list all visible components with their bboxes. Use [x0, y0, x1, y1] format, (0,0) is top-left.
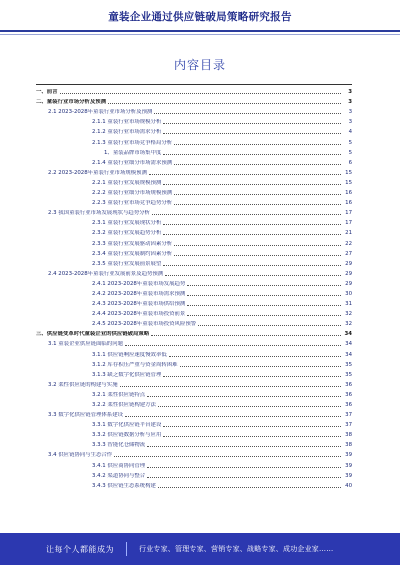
toc-leader-dots: [174, 255, 341, 256]
toc-entry[interactable]: [36, 125, 352, 135]
toc-entry-page: 17: [345, 210, 352, 217]
toc-entry-label: 一、前言: [36, 89, 58, 96]
toc-leader-dots: [198, 325, 341, 326]
toc-entry[interactable]: [36, 428, 352, 438]
toc-entry-page: 35: [345, 371, 352, 378]
toc-entry[interactable]: [36, 347, 352, 357]
toc-leader-dots: [174, 144, 341, 145]
toc-leader-dots: [151, 335, 341, 336]
toc-entry-label: 3.1.2 库存积压严重与资金周转困难: [92, 361, 178, 368]
footer-slogan: 让每个人都能成为: [46, 544, 114, 554]
toc-entry[interactable]: [36, 156, 352, 166]
toc-leader-dots: [163, 154, 341, 155]
toc-leader-dots: [154, 113, 341, 114]
toc-entry-label: 2.3.4 童装行业发展制约因素分析: [92, 250, 173, 257]
toc-leader-dots: [174, 164, 341, 165]
toc-leader-dots: [147, 446, 341, 447]
toc-entry-label: 2.1 2023-2028年童装行业市场分析及预测: [48, 109, 153, 116]
toc-entry[interactable]: [36, 216, 352, 226]
toc-leader-dots: [187, 285, 341, 286]
toc-entry[interactable]: [36, 146, 352, 156]
toc-entry-label: 三、供应链变革时代童装企业的供应链破局策略: [36, 331, 150, 338]
toc-leader-dots: [125, 345, 341, 346]
document-title: 童装企业通过供应链破局策略研究报告: [108, 10, 292, 23]
toc-entry[interactable]: [36, 448, 352, 458]
toc-leader-dots: [174, 194, 341, 195]
toc-entry-page: 36: [345, 381, 352, 388]
toc-entry-label: 3.3 数字化供应链管理体系建设: [48, 412, 123, 419]
toc-entry[interactable]: [36, 368, 352, 378]
toc-entry-label: 3.1.3 缺乏数字化供应链管理: [92, 371, 162, 378]
toc-entry-label: 3.4.1 供应商协同管理: [92, 462, 146, 469]
toc-entry-page: 3: [348, 109, 352, 116]
toc-entry-label: 3.1 童装企业供应链面临的问题: [48, 341, 123, 348]
header-divider-thin: [0, 34, 400, 35]
toc-entry-page: 37: [345, 412, 352, 419]
toc-entry[interactable]: [36, 458, 352, 468]
toc-entry-page: 17: [345, 220, 352, 227]
toc-entry-label: 3.4.3 供应链生态系统构建: [92, 482, 156, 489]
toc-heading: 内容目录: [173, 58, 226, 72]
toc-leader-dots: [174, 204, 341, 205]
toc-entry-label: 2.4.4 2023-2028年童装市场投资前景: [92, 311, 186, 318]
toc-entry-page: 39: [345, 472, 352, 479]
toc-entry[interactable]: [36, 398, 352, 408]
toc-entry[interactable]: [36, 378, 352, 388]
table-of-contents: [36, 84, 352, 489]
toc-entry-page: 32: [345, 311, 352, 318]
toc-entry-page: 38: [345, 432, 352, 439]
toc-entry-label: 3.4.2 渠道协同与整合: [92, 472, 146, 479]
toc-entry[interactable]: [36, 95, 352, 105]
toc-entry-label: 2.1.2 童装行业市场需求分析: [92, 129, 162, 136]
toc-leader-dots: [187, 295, 341, 296]
toc-leader-dots: [169, 356, 341, 357]
toc-entry[interactable]: [36, 297, 352, 307]
toc-entry-label: 2.2 2023-2028年童装行业市场规模预测: [48, 169, 147, 176]
footer-bar: [0, 533, 400, 565]
toc-leader-dots: [114, 456, 341, 457]
toc-entry-label: 3.2.1 柔性供应链特点: [92, 391, 146, 398]
toc-entry-label: 3.3.2 供应链数据分析与应用: [92, 432, 162, 439]
toc-entry[interactable]: [36, 196, 352, 206]
toc-entry-page: 22: [345, 240, 352, 247]
header-divider: [0, 30, 400, 32]
toc-leader-dots: [187, 315, 341, 316]
toc-entry[interactable]: [36, 438, 352, 448]
toc-entry[interactable]: [36, 337, 352, 347]
toc-entry-page: 34: [345, 341, 352, 348]
toc-leader-dots: [180, 366, 341, 367]
toc-entry-label: 3.2.2 柔性供应链构建方法: [92, 402, 156, 408]
toc-leader-dots: [158, 487, 341, 488]
toc-entry[interactable]: [36, 388, 352, 398]
toc-entry[interactable]: [36, 358, 352, 368]
toc-entry-label: 2.3.3 童装行业发展驱动因素分析: [92, 240, 173, 247]
toc-entry-label: 2.1.3 童装行业市场竞争格局分析: [92, 139, 173, 146]
toc-entry-page: 3: [348, 119, 352, 126]
toc-entry[interactable]: [36, 226, 352, 236]
toc-leader-dots: [158, 406, 341, 407]
toc-entry[interactable]: [36, 115, 352, 125]
toc-entry[interactable]: [36, 84, 352, 95]
toc-entry-page: 29: [345, 280, 352, 287]
toc-entry[interactable]: [36, 327, 352, 337]
toc-entry[interactable]: [36, 176, 352, 186]
toc-entry-label: 3.1.1 供应链响应速度慢效率低: [92, 351, 167, 358]
toc-entry-page: 35: [345, 361, 352, 368]
toc-entry-page: 16: [345, 190, 352, 197]
toc-entry-page: 5: [348, 149, 352, 156]
toc-entry[interactable]: [36, 257, 352, 267]
toc-entry-page: 6: [348, 159, 352, 166]
toc-leader-dots: [174, 245, 341, 246]
toc-leader-dots: [147, 477, 341, 478]
toc-leader-dots: [60, 93, 341, 94]
toc-leader-dots: [108, 103, 341, 104]
toc-entry-page: 40: [345, 482, 352, 489]
toc-entry-label: 1、童装品牌市场集中度: [104, 149, 162, 156]
toc-leader-dots: [152, 214, 341, 215]
toc-entry[interactable]: [36, 186, 352, 196]
toc-leader-dots: [163, 234, 341, 235]
toc-leader-dots: [187, 305, 341, 306]
toc-entry[interactable]: [36, 135, 352, 145]
toc-leader-dots: [120, 386, 341, 387]
toc-entry-page: 32: [345, 321, 352, 328]
toc-entry-page: 31: [345, 301, 352, 308]
toc-entry-label: 2.3.5 童装行业发展前景展望: [92, 260, 162, 267]
document-header: [0, 0, 400, 32]
toc-entry-page: 36: [345, 402, 352, 408]
toc-leader-dots: [163, 265, 341, 266]
footer-separator: [126, 542, 127, 556]
toc-leader-dots: [163, 133, 341, 134]
toc-entry-page: 15: [345, 179, 352, 186]
toc-entry[interactable]: [36, 267, 352, 277]
toc-entry-page: 37: [345, 422, 352, 429]
toc-leader-dots: [163, 376, 341, 377]
toc-entry-label: 2.4.5 2023-2028年童装市场投资风险预警: [92, 321, 197, 328]
toc-entry[interactable]: [36, 317, 352, 327]
toc-entry-label: 2.4 2023-2028年童装行业发展前景及趋势预测: [48, 270, 164, 277]
toc-entry-label: 2.1.1 童装行业市场规模分析: [92, 119, 162, 126]
toc-entry-label: 2.4.1 2023-2028年童装市场发展趋势: [92, 280, 186, 287]
toc-leader-dots: [147, 396, 341, 397]
toc-entry-page: 3: [348, 99, 352, 106]
toc-entry-label: 二、童装行业市场分析及预测: [36, 99, 107, 106]
toc-entry[interactable]: [36, 479, 352, 489]
toc-entry[interactable]: [36, 287, 352, 297]
toc-leader-dots: [165, 275, 341, 276]
toc-leader-dots: [163, 224, 341, 225]
toc-entry[interactable]: [36, 105, 352, 115]
toc-entry-label: 2.2.1 童装行业发展规模预测: [92, 179, 162, 186]
toc-entry-label: 3.3.1 数字化供应链平台建设: [92, 422, 162, 429]
toc-entry[interactable]: [36, 247, 352, 257]
toc-entry-page: 38: [345, 442, 352, 449]
toc-entry[interactable]: [36, 166, 352, 176]
toc-entry-label: 3.3.3 智能化仓储物流: [92, 442, 146, 449]
toc-entry-page: 36: [345, 391, 352, 398]
toc-entry-page: 5: [348, 139, 352, 146]
toc-entry-page: 3: [348, 89, 352, 96]
toc-entry-label: 2.2.3 童装行业市场竞争趋势分析: [92, 200, 173, 207]
toc-entry-page: 34: [345, 351, 352, 358]
toc-entry-page: 39: [345, 452, 352, 459]
toc-entry[interactable]: [36, 277, 352, 287]
toc-entry-page: 34: [344, 331, 352, 338]
toc-entry-label: 2.3.2 童装行业发展趋势分析: [92, 230, 162, 237]
toc-entry-label: 2.2.2 童装行业细分市场规模预测: [92, 190, 173, 197]
toc-entry-page: 39: [345, 462, 352, 469]
toc-entry[interactable]: [36, 206, 352, 216]
footer-tagline: 行业专家、管理专家、营销专家、战略专家、成功企业家……: [139, 545, 334, 553]
toc-entry[interactable]: [36, 236, 352, 246]
toc-leader-dots: [163, 436, 341, 437]
toc-entry-label: 3.2 柔性供应链的构建与实施: [48, 381, 118, 388]
toc-entry-page: 30: [345, 290, 352, 297]
toc-entry-label: 3.4 供应链协同与生态合作: [48, 452, 113, 459]
toc-entry-label: 2.4.2 2023-2028年童装市场需求预测: [92, 290, 186, 297]
toc-entry-page: 15: [345, 169, 352, 176]
toc-leader-dots: [149, 174, 341, 175]
toc-entry-page: 16: [345, 200, 352, 207]
toc-leader-dots: [163, 426, 341, 427]
toc-entry-label: 2.3 我国童装行业市场发展现状与趋势分析: [48, 210, 150, 217]
toc-entry-page: 29: [345, 270, 352, 277]
toc-entry-label: 2.4.3 2023-2028年童装市场供给预测: [92, 301, 186, 308]
toc-entry-page: 21: [345, 230, 352, 237]
toc-entry-label: 2.3.1 童装行业发展现状分析: [92, 220, 162, 227]
toc-entry-page: 27: [345, 250, 352, 257]
toc-entry[interactable]: [36, 408, 352, 418]
toc-leader-dots: [125, 416, 341, 417]
toc-entry[interactable]: [36, 418, 352, 428]
toc-leader-dots: [163, 184, 341, 185]
toc-leader-dots: [147, 467, 341, 468]
toc-entry[interactable]: [36, 307, 352, 317]
toc-entry[interactable]: [36, 469, 352, 479]
toc-entry-page: 4: [348, 129, 352, 136]
toc-entry-page: 29: [345, 260, 352, 267]
toc-leader-dots: [163, 123, 341, 124]
toc-entry-label: 2.1.4 童装行业细分市场需求预测: [92, 159, 173, 166]
